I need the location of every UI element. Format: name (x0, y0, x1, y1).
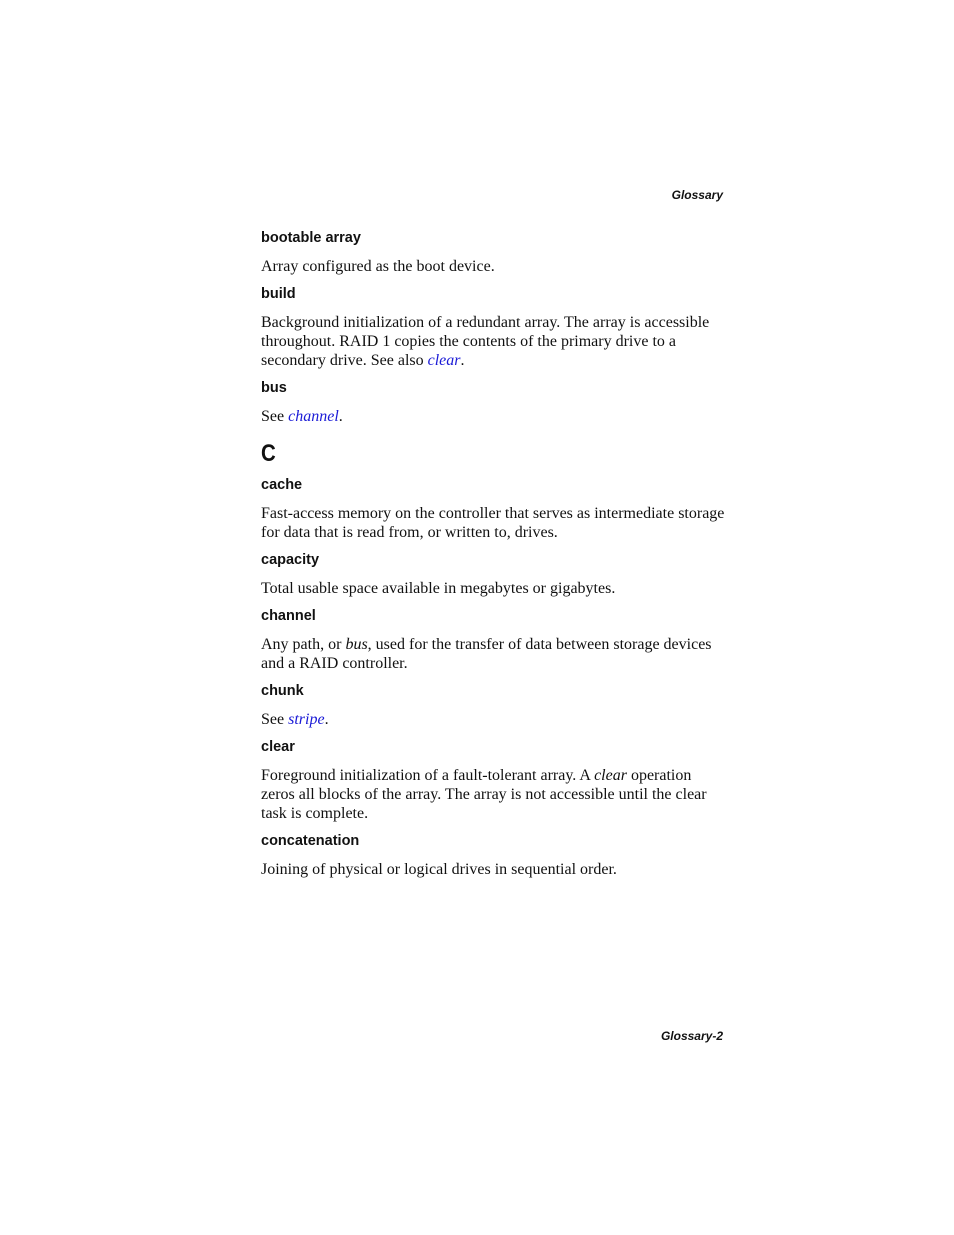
glossary-entry-clear (261, 738, 726, 823)
glossary-entry-build (261, 285, 726, 370)
running-header: Glossary (671, 188, 723, 202)
glossary-entry-channel (261, 607, 726, 673)
definition-text: , used for the transfer of data between storage devices and a RAID controller. (261, 636, 712, 672)
definition-text: See (261, 408, 289, 425)
term-heading: channel (261, 608, 316, 624)
term-definition: Joining of physical or logical drives in sequential order. (261, 861, 617, 878)
term-heading: capacity (261, 552, 320, 568)
cross-reference-link-stripe[interactable]: stripe (288, 711, 325, 728)
term-definition: Total usable space available in megabytes or gigabytes. (261, 580, 616, 597)
page-number: Glossary-2 (660, 1029, 723, 1043)
definition-text: operation zeros all blocks of the array. The array is not accessible until the clear task is complete. (261, 767, 707, 822)
definition-text: See (261, 711, 289, 728)
glossary-entry-capacity (261, 551, 726, 598)
term-definition (261, 710, 726, 729)
glossary-entry-chunk (261, 682, 726, 729)
term-definition: Fast-access memory on the controller that serves as intermediate storage for data that is read from, or written to, drives. (261, 505, 725, 541)
cross-reference-link-clear[interactable]: clear (427, 352, 461, 369)
term-heading: build (261, 286, 296, 302)
definition-text: . (460, 352, 465, 369)
term-definition (261, 407, 726, 426)
definition-text: Any path, or (261, 636, 346, 653)
section-letter-heading: C (261, 440, 276, 467)
term-heading: bus (261, 380, 287, 396)
term-definition (261, 766, 726, 823)
term-heading: chunk (261, 683, 304, 699)
definition-text: Background initialization of a redundant array. The array is accessible throughout. RAID 1 copies the contents of the primary drive to a secondary drive. See also (261, 314, 710, 369)
term-heading: cache (261, 477, 303, 493)
glossary-entry-bus (261, 379, 726, 426)
term-definition (261, 313, 726, 370)
glossary-content (261, 229, 726, 888)
term-heading: clear (261, 739, 295, 755)
glossary-entry-cache (261, 476, 726, 542)
definition-text: Foreground initialization of a fault-tolerant array. A (261, 767, 595, 784)
emphasized-term: clear (594, 767, 627, 784)
definition-text: . (324, 711, 329, 728)
glossary-entry-concatenation (261, 832, 726, 879)
term-heading: concatenation (261, 833, 360, 849)
cross-reference-link-channel[interactable]: channel (288, 408, 339, 425)
term-definition: Array configured as the boot device. (261, 258, 495, 275)
definition-text: . (338, 408, 343, 425)
glossary-entry-bootable-array (261, 229, 726, 276)
term-heading: bootable array (261, 230, 361, 246)
emphasized-term: bus (345, 636, 368, 653)
term-definition (261, 635, 726, 673)
